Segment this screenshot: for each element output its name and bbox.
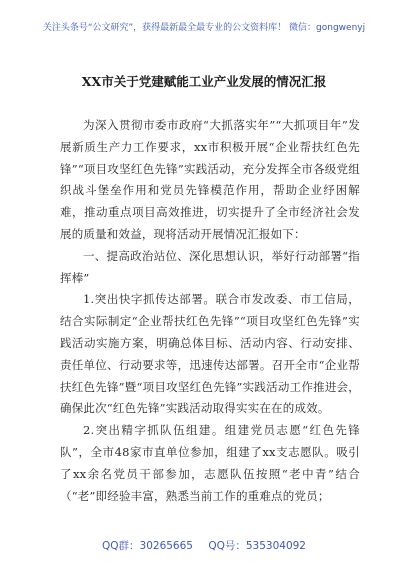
footer-contact (0, 538, 408, 553)
paragraph-intro: 为深入贯彻市委市政府“大抓落实年”“大抓项目年”发展新质生产力工作要求，xx市积极开展“企业帮扶红色先锋”“项目攻坚红色先锋”实践活动，充分发挥全市各级党组织战斗堡垒作用和党员先锋模范作用，帮助企业纾困解难，推动重点项目高效推进，切实提升了全市经济社会发展的质量和效益，现将活动开展情况汇报如下： (60, 118, 360, 241)
paragraph-item-1: 1.突出快字抓传达部署。联合市发改委、市工信局，结合实际制定“企业帮扶红色先锋”“项目攻坚红色先锋”实践活动实施方案，明确总体目标、活动内容、行动安排、责任单位、行动要求等，迅速传达部署。召开全市“企业帮扶红色先锋”暨“项目攻坚红色先锋”实践活动工作推进会，确保此次“红色先锋”实践活动取得实实在在的成效。 (60, 292, 360, 416)
document-body (60, 115, 360, 507)
qq-number: QQ号：535304092 (208, 540, 306, 552)
paragraph-item-2: 2.突出精字抓队伍组建。组建党员志愿“红色先锋队”，全市48家市直单位参加，组建了xx支志愿队。吸引了xx余名党员干部参加，志愿队伍按照“老中青”结合（“老”即经验丰富，熟悉当前工作的重难点的党员； (60, 423, 360, 503)
document-title: XX市关于党建赋能工业产业发展的情况汇报 (81, 74, 327, 89)
section-heading-1: 一、提高政治站位、深化思想认识，举好行动部署“指挥棒” (60, 248, 360, 285)
qq-group: QQ群：30265665 (102, 540, 193, 552)
header-banner: 关注头条号“公文研究”，获得最新最全最专业的公文资料库！ 微信：gongwenyj (42, 23, 366, 33)
